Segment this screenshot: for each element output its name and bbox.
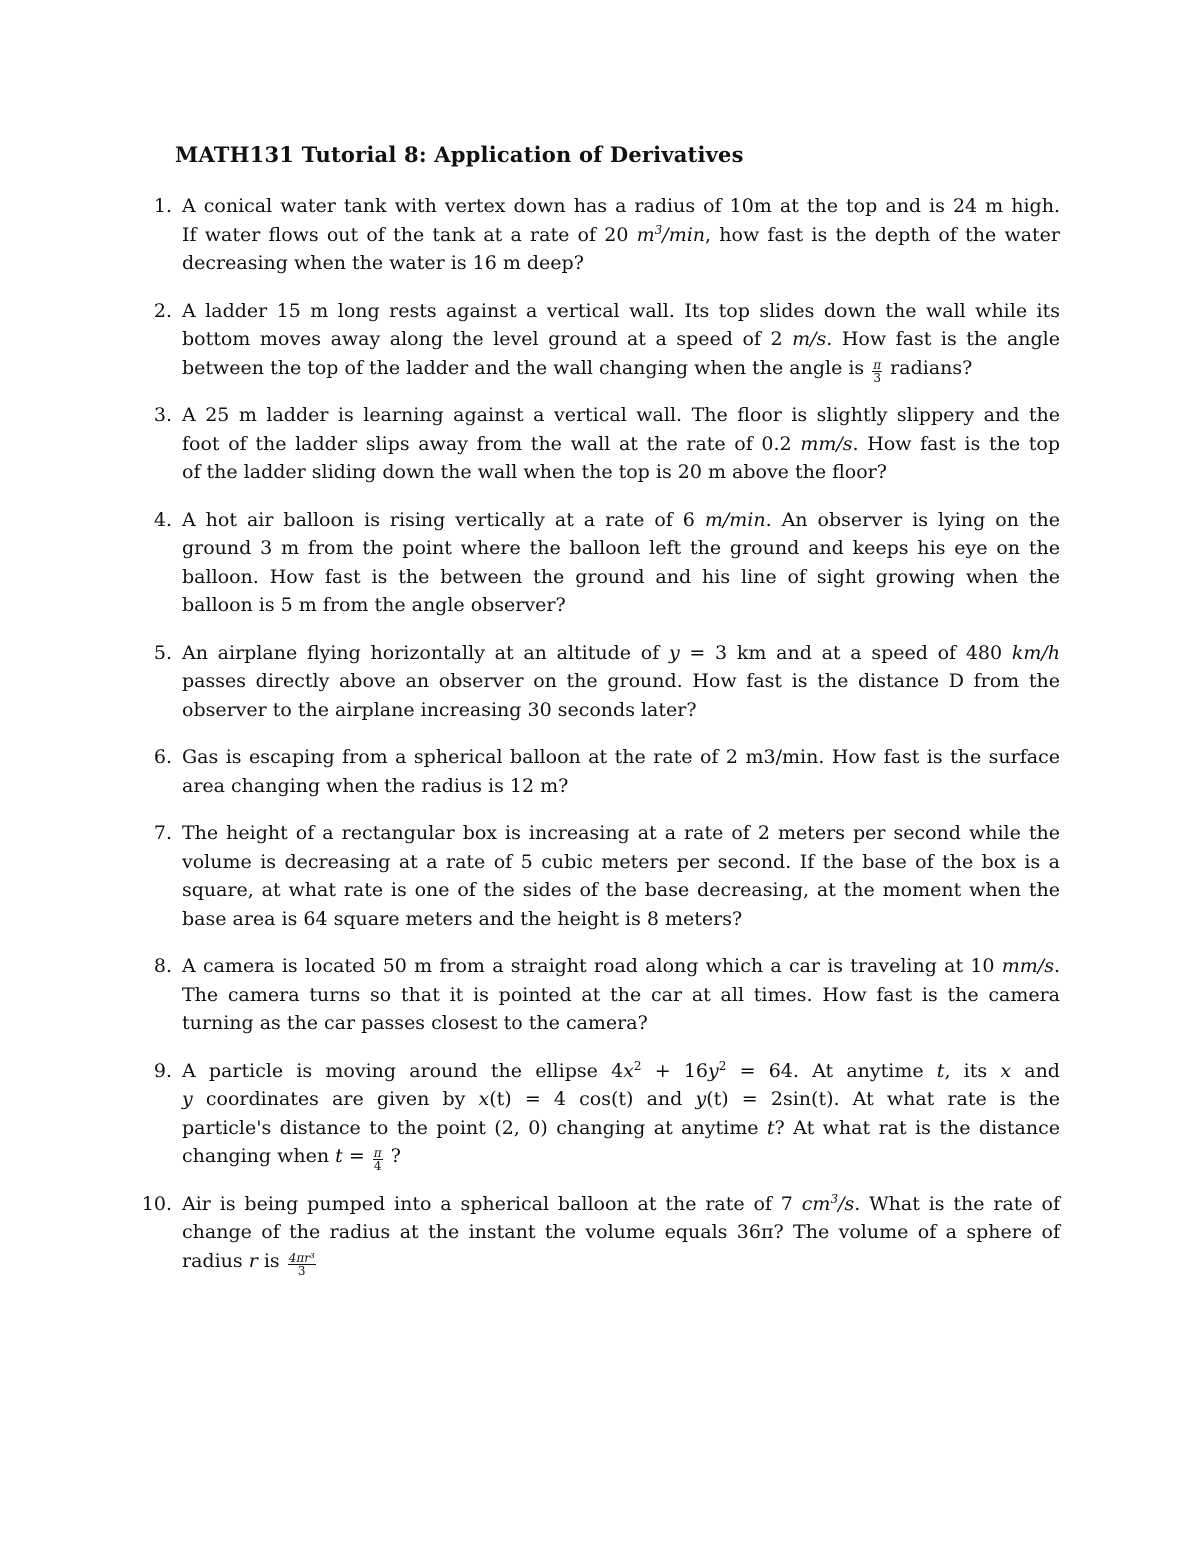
problem-item [0, 639, 1200, 725]
problem-text [182, 297, 1060, 383]
problem-line: changing when t = $\frac{\pi}{4}$ ? [182, 1145, 401, 1173]
problem-number: 5. [153, 641, 172, 664]
problem-number: 1. [153, 195, 172, 217]
problem-number: 2. [153, 299, 172, 322]
problem-number: 10. [141, 1192, 172, 1215]
problem-line: A camera is located 50 m from a straight road along which a car is traveling at 10 mm/s. [182, 955, 1060, 977]
problem-line: of the ladder sliding down the wall when the top is 20 m above the floor? [182, 461, 887, 483]
problem-text [182, 506, 1060, 620]
problem-line: particle's distance to the point (2, 0) changing at anytime t? At what rat is the distance [182, 1116, 1060, 1139]
problem-text [182, 639, 1060, 725]
problem-line: An airplane flying horizontally at an altitude of y = 3 km and at a speed of 480 km/h [182, 641, 1060, 664]
problem-number: 9. [153, 1059, 172, 1082]
problem-number: 6. [153, 746, 172, 768]
problem-line: area changing when the radius is 12 m? [182, 774, 569, 797]
problem-number: 3. [153, 404, 172, 426]
problem-text [182, 401, 1060, 487]
problem-line: observer to the airplane increasing 30 seconds later? [182, 698, 697, 721]
problem-item [0, 297, 1200, 383]
problem-number: 7. [153, 822, 172, 844]
problem-line: A conical water tank with vertex down has a radius of 10m at the top and is 24 m high. [182, 195, 1060, 217]
problem-item [0, 192, 1200, 278]
problem-line: A 25 m ladder is learning against a vertical wall. The floor is slightly slippery and the [182, 404, 1060, 426]
problem-list [0, 192, 1200, 1294]
problem-item [0, 1190, 1200, 1276]
problem-line: radius r is $\frac{\text{4πr³}}{3}$ [182, 1249, 315, 1278]
problem-number: 8. [153, 955, 172, 977]
problem-line: passes directly above an observer on the ground. How fast is the distance D from the [182, 670, 1060, 692]
problem-line: foot of the ladder slips away from the wall at the rate of 0.2 mm/s. How fast is the top [182, 432, 1061, 455]
problem-line: change of the radius at the instant the volume equals 36π? The volume of a sphere of [182, 1221, 1060, 1243]
problem-line: between the top of the ladder and the wall changing when the angle is $\frac{\pi}{3}$ radians? [182, 356, 973, 385]
problem-text [182, 743, 1060, 800]
problem-item [0, 743, 1200, 800]
problem-line: base area is 64 square meters and the height is 8 meters? [182, 907, 743, 930]
problem-line: A hot air balloon is rising vertically at a rate of 6 m/min. An observer is lying on the [182, 508, 1060, 531]
problem-text [182, 1057, 1060, 1171]
problem-item [0, 401, 1200, 487]
problem-line: y coordinates are given by x(t) = 4 cos(t) and y(t) = 2sin(t). At what rate is the [182, 1088, 1060, 1110]
problem-line: square, at what rate is one of the sides of the base decreasing, at the moment when the [182, 879, 1060, 901]
problem-line: If water flows out of the tank at a rate of 20 $m^3/\min$, how fast is the depth of the water [182, 222, 1060, 246]
problem-line: The camera turns so that it is pointed at the car at all times. How fast is the camera [182, 983, 1060, 1006]
document-title: MATH131 Tutorial 8: Application of Derivatives [175, 142, 744, 167]
problem-text [182, 1190, 1060, 1276]
problem-line: Gas is escaping from a spherical balloon at the rate of 2 m3/min. How fast is the surface [182, 746, 1060, 768]
problem-line: Air is being pumped into a spherical balloon at the rate of 7 $cm^3/s$. What is the rate of [182, 1191, 1061, 1215]
problem-line: decreasing when the water is 16 m deep? [182, 252, 584, 274]
problem-line: volume is decreasing at a rate of 5 cubic meters per second. If the base of the box is a [182, 850, 1060, 873]
problem-line: balloon is 5 m from the angle observer? [182, 594, 566, 616]
problem-text [182, 192, 1060, 278]
problem-line: bottom moves away along the level ground at a speed of 2 m/s. How fast is the angle [182, 328, 1061, 350]
problem-number: 4. [153, 508, 172, 531]
problem-item [0, 952, 1200, 1038]
problem-item [0, 1057, 1200, 1171]
problem-line: turning as the car passes closest to the camera? [182, 1012, 648, 1034]
problem-line: ground 3 m from the point where the balloon left the ground and keeps his eye on the [182, 537, 1060, 559]
problem-line: A particle is moving around the ellipse $4x^2 + 16y^2 = 64$. At anytime t, its x and [182, 1058, 1060, 1082]
problem-item [0, 819, 1200, 933]
problem-item [0, 506, 1200, 620]
problem-line: A ladder 15 m long rests against a vertical wall. Its top slides down the wall while its [182, 299, 1060, 322]
problem-text [182, 952, 1060, 1038]
problem-line: balloon. How fast is the between the ground and his line of sight growing when the [182, 565, 1060, 588]
problem-text [182, 819, 1060, 933]
problem-line: The height of a rectangular box is increasing at a rate of 2 meters per second while the [182, 822, 1060, 844]
